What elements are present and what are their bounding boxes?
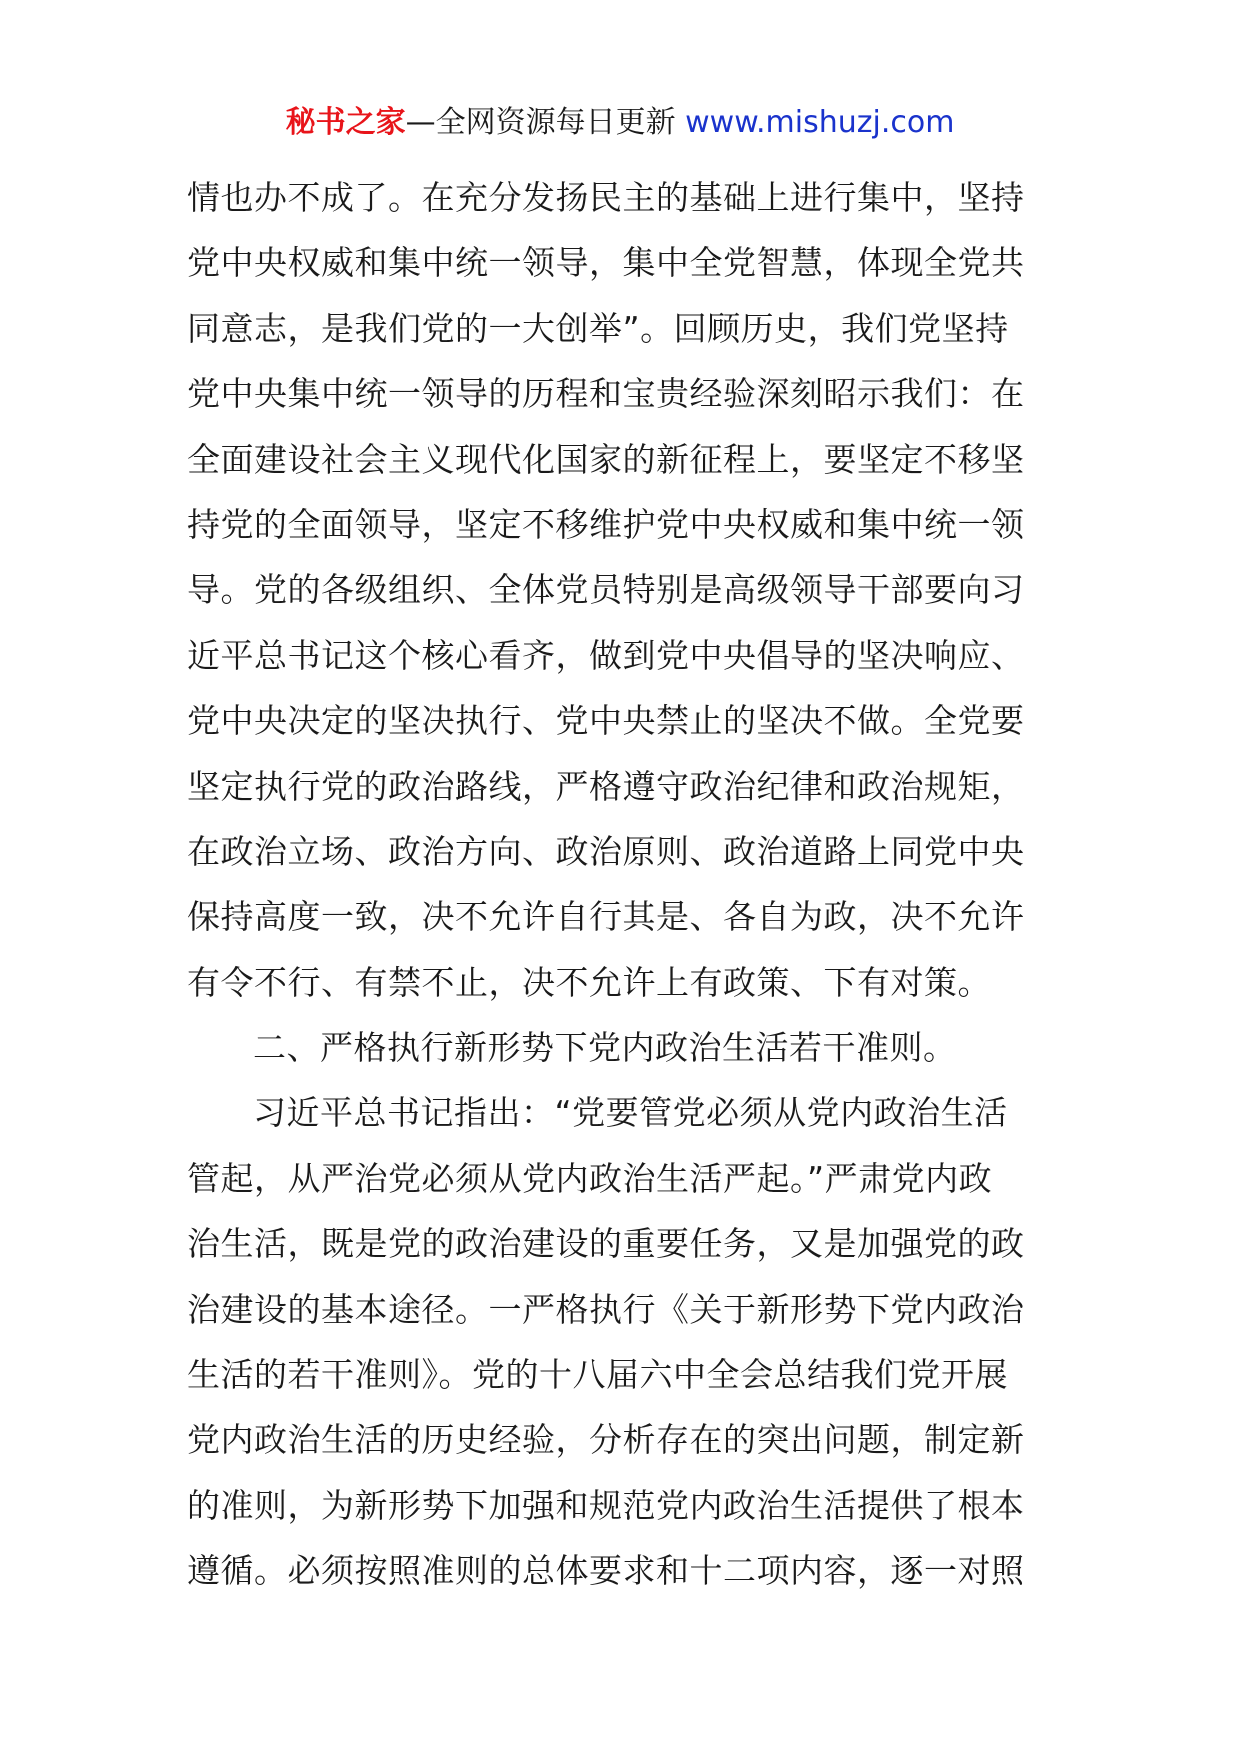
brand-name: 秘书之家: [285, 105, 406, 140]
text-line: 党中央决定的坚决执行、党中央禁止的坚决不做。全党要: [187, 701, 1025, 741]
text-line: 党中央权威和集中统一领导，集中全党智慧，体现全党共: [187, 243, 1025, 283]
text-line: 同意志，是我们党的一大创举”。回顾历史，我们党坚持: [187, 308, 1009, 348]
text-line: 党中央集中统一领导的历程和宝贵经验深刻昭示我们：在: [187, 374, 1025, 414]
text-line: 遵循。必须按照准则的总体要求和十二项内容，逐一对照: [187, 1551, 1025, 1591]
text-line: 导。党的各级组织、全体党员特别是高级领导干部要向习: [187, 570, 1025, 610]
text-line: 坚定执行党的政治路线，严格遵守政治纪律和政治规矩，: [187, 766, 1025, 806]
text-line: 保持高度一致，决不允许自行其是、各自为政，决不允许: [187, 897, 1025, 937]
text-line: 生活的若干准则》。党的十八届六中全会总结我们党开展: [187, 1355, 1008, 1395]
text-line: 情也办不成了。在充分发扬民主的基础上进行集中，坚持: [187, 178, 1025, 217]
text-line: 近平总书记这个核心看齐，做到党中央倡导的坚决响应、: [187, 635, 1025, 675]
text-line: 治建设的基本途径。一严格执行《关于新形势下党内政治: [187, 1289, 1025, 1329]
text-line: 有令不行、有禁不止，决不允许上有政策、下有对策。: [187, 962, 991, 1002]
header-tagline: —全网资源每日更新: [405, 105, 686, 140]
header-url-link[interactable]: www.mishuzj.com: [685, 105, 955, 140]
text-line: 的准则，为新形势下加强和规范党内政治生活提供了根本: [187, 1485, 1025, 1525]
text-line: 管起，从严治党必须从党内政治生活严起。”严肃党内政: [187, 1158, 993, 1198]
text-line: 全面建设社会主义现代化国家的新征程上，要坚定不移坚: [187, 439, 1025, 479]
section-heading: 二、严格执行新形势下党内政治生活若干准则。: [253, 1028, 957, 1068]
page-header: [0, 98, 1240, 148]
text-line: 党内政治生活的历史经验，分析存在的突出问题，制定新: [187, 1420, 1025, 1460]
text-line: 在政治立场、政治方向、政治原则、政治道路上同党中央: [187, 831, 1025, 871]
text-line: 持党的全面领导，坚定不移维护党中央权威和集中统一领: [187, 504, 1025, 544]
document-body: [187, 165, 1057, 1604]
text-line: 治生活，既是党的政治建设的重要任务，又是加强党的政: [187, 1224, 1025, 1264]
text-line: 习近平总书记指出：“党要管党必须从党内政治生活: [253, 1093, 1008, 1133]
